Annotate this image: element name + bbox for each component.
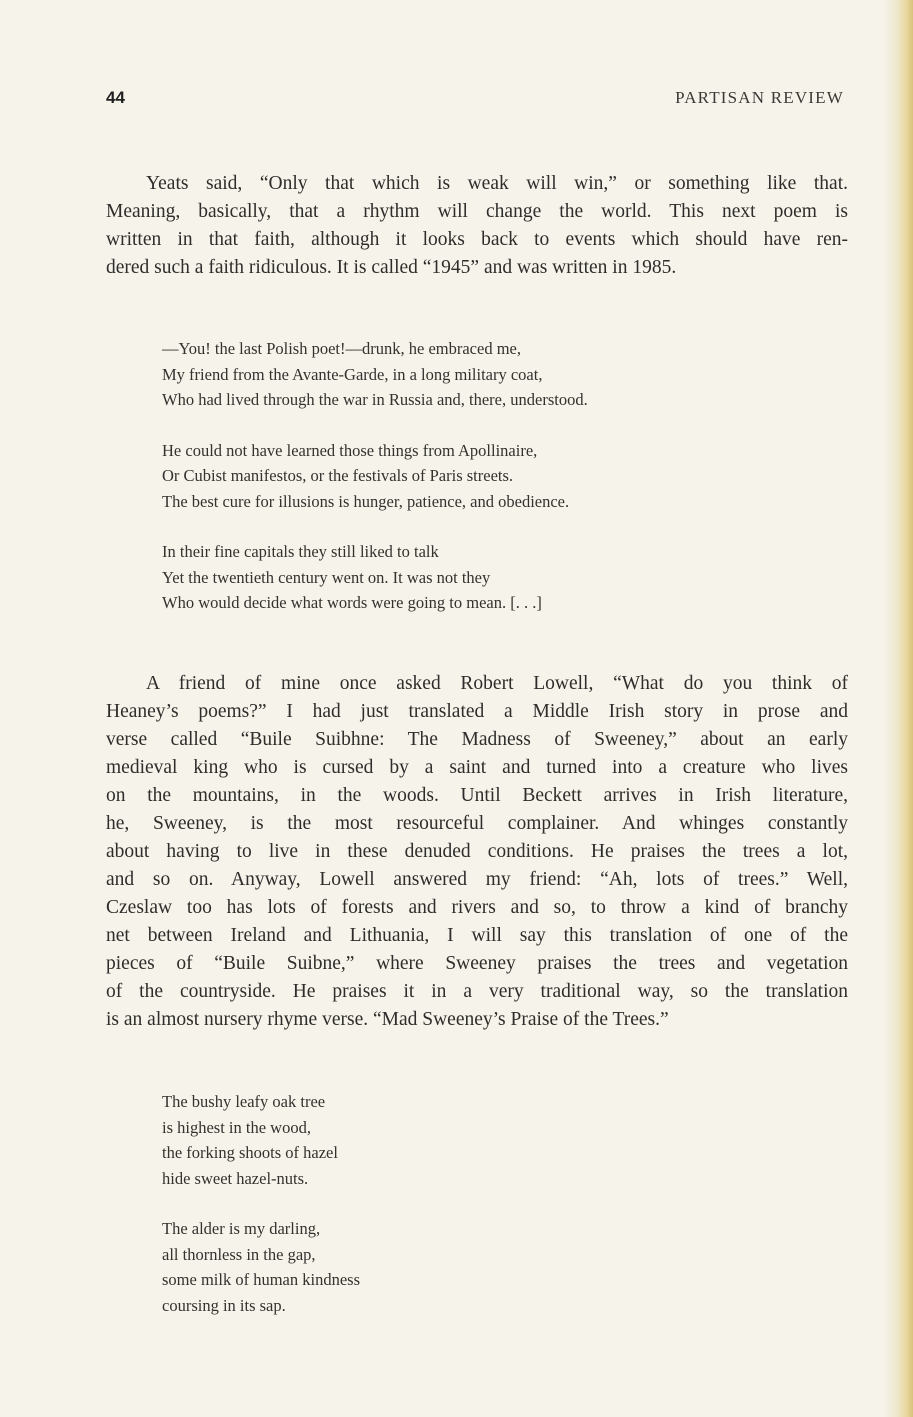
poem-stanza <box>162 1216 360 1318</box>
poem-line: The bushy leafy oak tree <box>162 1092 326 1111</box>
poem-line: Yet the twentieth century went on. It was not they <box>162 567 491 587</box>
text-line: on the mountains, in the woods. Until Beckett arrives in Irish literature, <box>106 785 848 806</box>
poem-line: The best cure for illusions is hunger, patience, and obedience. <box>162 491 570 511</box>
poem-line: Who would decide what words were going to mean. [. . .] <box>162 593 542 612</box>
poem-line: In their fine capitals they still liked to talk <box>162 542 439 561</box>
text-line: he, Sweeney, is the most resourceful complainer. And whinges constantly <box>106 813 848 834</box>
poem-line: coursing in its sap. <box>162 1295 286 1315</box>
text-line: medieval king who is cursed by a saint and turned into a creature who lives <box>106 757 848 778</box>
text-line: A friend of mine once asked Robert Lowell, “What do you think of <box>146 673 848 694</box>
poem-line: Who had lived through the war in Russia and, there, understood. <box>162 390 588 409</box>
text-line: of the countryside. He praises it in a very traditional way, so the translation <box>106 981 848 1002</box>
text-line: dered such a faith ridiculous. It is called “1945” and was written in 1985. <box>106 257 677 278</box>
poem-line: all thornless in the gap, <box>162 1244 316 1264</box>
text-line: is an almost nursery rhyme verse. “Mad Sweeney’s Praise of the Trees.” <box>106 1009 669 1030</box>
poem-sweeney-praise-of-trees <box>162 1089 360 1343</box>
text-line: pieces of “Buile Suibne,” where Sweeney praises the trees and vegetation <box>106 953 848 974</box>
text-line: about having to live in these denuded conditions. He praises the trees a lot, <box>106 841 848 862</box>
text-line: verse called “Buile Suibhne: The Madness of Sweeney,” about an early <box>106 729 848 750</box>
paragraph-sweeney <box>106 670 848 1034</box>
text-line: Czeslaw too has lots of forests and rivers and so, to throw a kind of branchy <box>106 897 848 918</box>
poem-line: —You! the last Polish poet!—drunk, he embraced me, <box>162 339 521 358</box>
poem-stanza <box>162 438 588 515</box>
poem-line: the forking shoots of hazel <box>162 1143 338 1162</box>
paragraph-intro-1945 <box>106 170 848 282</box>
poem-line: My friend from the Avante-Garde, in a long military coat, <box>162 364 543 384</box>
poem-line: Or Cubist manifestos, or the festivals of Paris streets. <box>162 466 514 485</box>
page-number: 44 <box>106 88 125 107</box>
poem-line: The alder is my darling, <box>162 1219 321 1238</box>
text-line: Heaney’s poems?” I had just translated a Middle Irish story in prose and <box>106 701 848 722</box>
poem-stanza <box>162 1089 360 1191</box>
running-head: PARTISAN REVIEW <box>675 88 844 107</box>
text-line: written in that faith, although it looks back to events which should have ren- <box>106 229 848 250</box>
poem-1945 <box>162 336 588 641</box>
book-spine-edge <box>883 0 913 1417</box>
text-line: net between Ireland and Lithuania, I will say this translation of one of the <box>106 925 848 946</box>
poem-line: some milk of human kindness <box>162 1270 360 1289</box>
text-line: Yeats said, “Only that which is weak will win,” or something like that. <box>146 173 848 194</box>
poem-line: hide sweet hazel-nuts. <box>162 1168 309 1188</box>
page-header <box>106 88 844 112</box>
poem-line: He could not have learned those things from Apollinaire, <box>162 440 538 460</box>
poem-line: is highest in the wood, <box>162 1117 311 1137</box>
text-line: and so on. Anyway, Lowell answered my friend: “Ah, lots of trees.” Well, <box>106 869 848 890</box>
poem-stanza <box>162 539 588 616</box>
text-line: Meaning, basically, that a rhythm will change the world. This next poem is <box>106 201 848 222</box>
poem-stanza <box>162 336 588 413</box>
